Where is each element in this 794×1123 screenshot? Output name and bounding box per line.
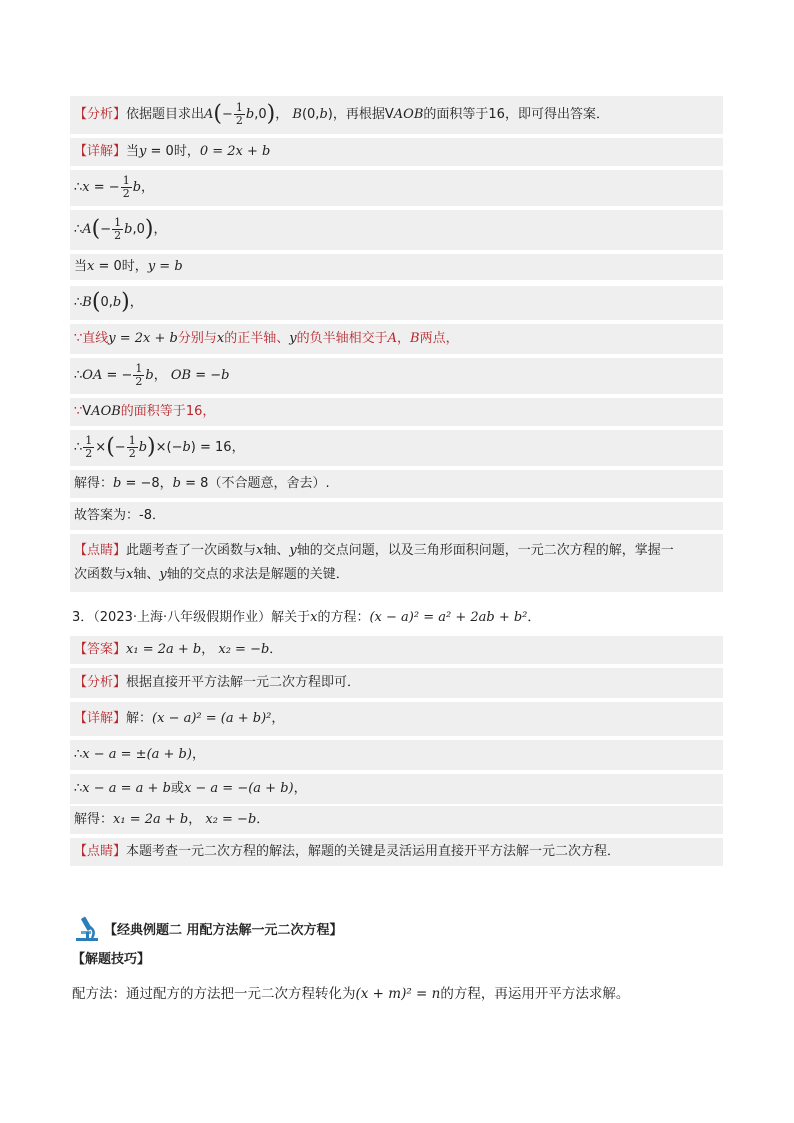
comment-1: 此题考查了一次函数与 [126, 543, 257, 558]
q3-detail-tag: 【详解】 [74, 711, 127, 726]
detail-eq: 时， [173, 144, 200, 159]
q3-analysis-row [70, 668, 723, 698]
comment-4: 次函数与 [74, 567, 127, 582]
q3-step1: ∴x − a = ±(a + b)， [70, 740, 723, 770]
q3-solve: 解得：x₁ = 2a + b， x₂ = −b． [70, 806, 723, 834]
step-oa-ob: ∴OA = − $\frac{1}{2}$ b， OB = −b [70, 358, 723, 394]
solve-note: （不合题意，舍去）. [208, 476, 330, 491]
line-stmt-c: 的正半轴、 [224, 331, 290, 346]
final-answer [70, 502, 723, 530]
solve-row: 解得：b = −8，b = 8（不合题意，舍去）. [70, 470, 723, 498]
comment-3: 轴的交点问题，以及三角形面积问题，一元二次方程的解，掌握一 [296, 543, 674, 558]
tips-text: 配方法：通过配方的方法把一元二次方程转化为(x + m)² = n的方程，再运用开平方法求解。 [72, 986, 630, 1002]
microscope-icon [72, 913, 102, 943]
analysis-tag: 【分析】 [74, 107, 127, 122]
analysis-row: 【分析】依据题目求出A(− $\frac{1}{2}$ b,0)， B(0,b)，再根据VAOB的面积等于16，即可得出答案． [70, 96, 723, 134]
area-val: 16 [185, 404, 203, 419]
area-statement: ∵VAOB的面积等于16， [70, 398, 723, 426]
step-b-point: ∴B(0,b)， [70, 286, 723, 320]
analysis-text-c: 的面积等于 [423, 107, 489, 122]
comment-2: 轴、 [263, 543, 290, 558]
comment-tag: 【点睛】 [74, 543, 127, 558]
answer-tag: 【答案】 [74, 642, 127, 657]
comment-5: 轴、 [133, 567, 160, 582]
line-stmt-e: 两点， [419, 331, 459, 346]
section-title-text: 【经典例题二 用配方法解一元二次方程】 [104, 922, 343, 938]
q3-analysis-text: 根据直接开平方法解一元二次方程即可． [126, 675, 361, 690]
q3-analysis-tag: 【分析】 [74, 675, 127, 690]
q3-detail-text: 解： [126, 711, 153, 726]
q3-step2: ∴x − a = a + b或x − a = −(a + b)， [70, 774, 723, 804]
q3-solve-label: 解得： [74, 812, 114, 827]
line-stmt-d: 的负半轴相交于 [296, 331, 388, 346]
answer-row: 【答案】x₁ = 2a + b， x₂ = −b． [70, 636, 723, 664]
detail-row: 【详解】当y = 0时，0 = 2x + b [70, 138, 723, 166]
analysis-text-d: ，即可得出答案． [504, 107, 609, 122]
q3-detail-row: 【详解】解：(x − a)² = (a + b)²， [70, 702, 723, 736]
answer-sep: ， [201, 642, 215, 657]
area-equation: ∴ $\frac{1}{2}$ ×(− $\frac{1}{2}$ b)×(−b) = 16， [70, 430, 723, 466]
final-value: -8． [139, 508, 165, 523]
solve-label: 解得： [74, 476, 114, 491]
q3-comment-text: 本题考查一元二次方程的解法，解题的关键是灵活运用直接开平方法解一元二次方程． [126, 844, 621, 859]
step-x0: 当x = 0时，y = b [70, 254, 723, 280]
when-label-b: 时， [121, 259, 148, 274]
final-label: 故答案为： [74, 508, 140, 523]
analysis-text-b: ，再根据 [332, 107, 385, 122]
area-stmt: 的面积等于 [120, 404, 186, 419]
comment-6: 轴的交点的求法是解题的关键． [166, 567, 349, 582]
section-title [72, 912, 343, 944]
q3-comment-tag: 【点睛】 [74, 844, 127, 859]
when-label: 当 [74, 259, 88, 274]
line-stmt-a: ∵直线 [74, 331, 109, 346]
q3-prefix: 3．（2023·上海·八年级假期作业）解关于 [72, 610, 311, 625]
q3-comment [70, 838, 723, 866]
detail-tag: 【详解】 [74, 144, 127, 159]
tips-b: 的方程，再运用开平方法求解。 [440, 986, 630, 1002]
analysis-text-a: 依据题目求出 [126, 107, 205, 122]
tips-a: 配方法：通过配方的方法把一元二次方程转化为 [72, 986, 356, 1002]
step-x: ∴x = − $\frac{1}{2}$ b， [70, 170, 723, 206]
line-stmt-b: 分别与 [177, 331, 217, 346]
detail-text: 当 [126, 144, 140, 159]
q3-or: 或 [170, 781, 184, 796]
q3-mid: 的方程： [317, 610, 370, 625]
tips-title: 【解题技巧】 [72, 952, 151, 967]
comment-row: 【点睛】此题考查了一次函数与x轴、y轴的交点问题，以及三角形面积问题，一元二次方程的解，掌握一 次函数与x轴、y轴的交点的求法是解题的关键． [70, 534, 723, 592]
step-a-point: ∴A(− $\frac{1}{2}$ b,0)， [70, 210, 723, 250]
question-3: 3．（2023·上海·八年级假期作业）解关于x的方程：(x − a)² = a² + 2ab + b²． [72, 610, 541, 625]
line-statement: ∵直线y = 2x + b分别与x的正半轴、y的负半轴相交于A，B两点， [70, 324, 723, 354]
